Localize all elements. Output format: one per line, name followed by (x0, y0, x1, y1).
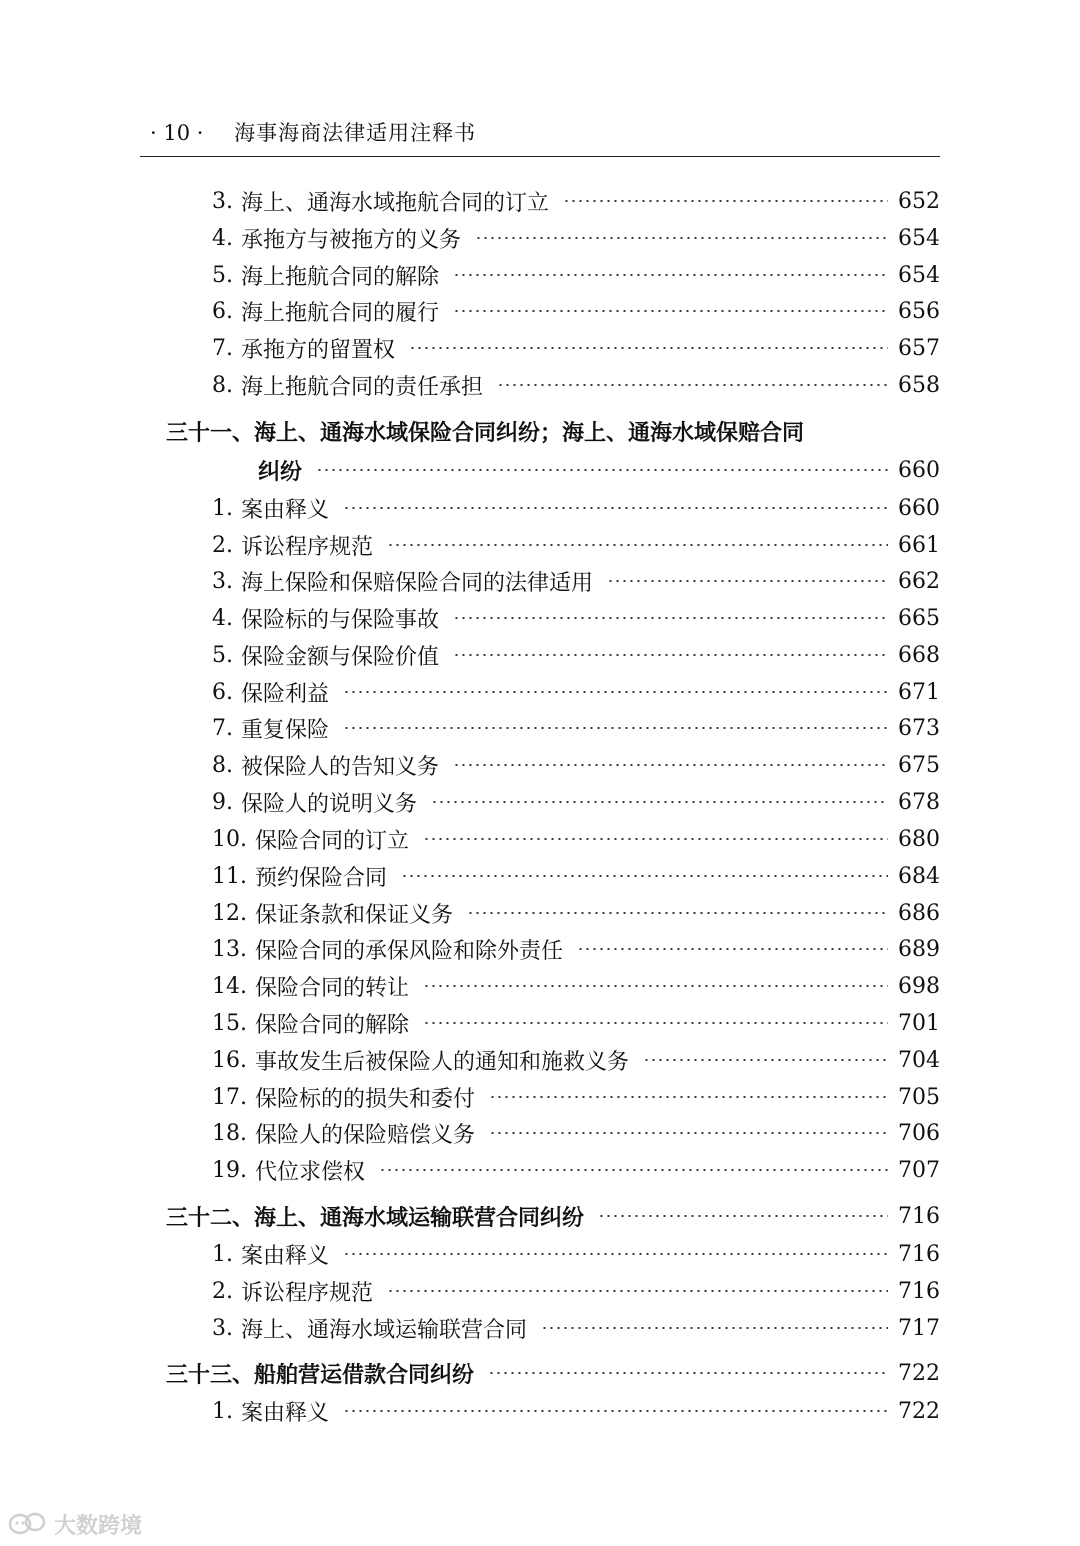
item-title: 承拖方与被拖方的义务 (241, 227, 462, 253)
item-number: 12. (212, 900, 247, 926)
item-title: 承拖方的留置权 (241, 337, 396, 363)
toc-item[interactable] (212, 600, 940, 636)
item-number: 7. (212, 335, 233, 361)
toc-item[interactable] (212, 1273, 940, 1309)
item-title: 保险合同的承保风险和除外责任 (255, 938, 564, 964)
item-title: 保险人的说明义务 (241, 791, 418, 817)
toc-item[interactable] (212, 1042, 940, 1078)
section-title-line1: 三十一、海上、通海水域保险合同纠纷；海上、通海水域保赔合同 (166, 420, 805, 446)
dot-leader (453, 654, 888, 656)
dot-leader (409, 347, 888, 349)
item-number: 10. (212, 826, 247, 852)
dot-leader (453, 764, 888, 766)
toc-item[interactable] (212, 1236, 940, 1272)
dot-leader (343, 727, 888, 729)
item-title: 被保险人的告知义务 (241, 754, 440, 780)
item-title: 保险合同的解除 (255, 1012, 410, 1038)
item-page: 671 (898, 679, 940, 705)
wechat-logo-icon (8, 1511, 50, 1537)
item-number: 5. (212, 642, 233, 668)
page-number: · 10 · (150, 121, 204, 145)
item-page: 704 (898, 1047, 940, 1073)
item-title: 保险合同的订立 (255, 828, 410, 854)
toc-item[interactable] (212, 490, 940, 526)
toc-item[interactable] (212, 1079, 940, 1115)
item-page: 660 (898, 495, 940, 521)
toc-item[interactable] (212, 895, 940, 931)
item-page: 698 (898, 973, 940, 999)
item-title: 重复保险 (241, 717, 330, 743)
dot-leader (423, 985, 888, 987)
header-rule (140, 156, 940, 157)
dot-leader (343, 1253, 888, 1255)
dot-leader (316, 469, 888, 471)
item-page: 716 (898, 1278, 940, 1304)
item-page: 654 (898, 225, 940, 251)
dot-leader (489, 1132, 888, 1134)
item-number: 16. (212, 1047, 247, 1073)
item-title: 海上拖航合同的责任承担 (241, 374, 484, 400)
toc-item[interactable] (212, 183, 940, 219)
item-number: 4. (212, 225, 233, 251)
item-page: 673 (898, 715, 940, 741)
item-number: 6. (212, 298, 233, 324)
item-page: 654 (898, 262, 940, 288)
item-title: 海上、通海水域运输联营合同 (241, 1317, 528, 1343)
item-title: 诉讼程序规范 (241, 1280, 374, 1306)
running-header (150, 115, 940, 151)
toc-item[interactable] (212, 1393, 940, 1429)
toc-item[interactable] (212, 257, 940, 293)
item-page: 701 (898, 1010, 940, 1036)
dot-leader (577, 948, 888, 950)
item-number: 19. (212, 1157, 247, 1183)
item-page: 722 (898, 1398, 940, 1424)
item-number: 1. (212, 1241, 233, 1267)
dot-leader (497, 384, 888, 386)
toc-item[interactable] (212, 821, 940, 857)
item-page: 657 (898, 335, 940, 361)
item-number: 13. (212, 936, 247, 962)
toc-item[interactable] (212, 1115, 940, 1151)
item-title: 预约保险合同 (255, 865, 388, 891)
dot-leader (453, 310, 888, 312)
item-page: 686 (898, 900, 940, 926)
dot-leader (598, 1215, 888, 1217)
item-title: 保险人的保险赔偿义务 (255, 1122, 476, 1148)
section-heading-31[interactable] (166, 413, 940, 449)
item-page: 675 (898, 752, 940, 778)
dot-leader (343, 691, 888, 693)
watermark-text: 大数跨境 (54, 1513, 143, 1539)
dot-leader (379, 1169, 888, 1171)
item-page: 684 (898, 863, 940, 889)
section-heading-32[interactable] (166, 1198, 940, 1234)
toc-item[interactable] (212, 674, 940, 710)
item-number: 8. (212, 372, 233, 398)
toc-item[interactable] (212, 563, 940, 599)
dot-leader (387, 1290, 888, 1292)
section-page: 722 (898, 1360, 940, 1386)
dot-leader (423, 1022, 888, 1024)
toc-item[interactable] (212, 367, 940, 403)
toc-item[interactable] (212, 747, 940, 783)
item-number: 3. (212, 1315, 233, 1341)
toc-item[interactable] (212, 968, 940, 1004)
dot-leader (431, 801, 888, 803)
item-title: 海上拖航合同的履行 (241, 300, 440, 326)
watermark (8, 1506, 142, 1542)
item-page: 661 (898, 532, 940, 558)
item-title: 海上保险和保赔保险合同的法律适用 (241, 570, 594, 596)
item-page: 652 (898, 188, 940, 214)
item-title: 案由释义 (241, 1243, 330, 1269)
dot-leader (453, 274, 888, 276)
item-title: 案由释义 (241, 497, 330, 523)
item-page: 665 (898, 605, 940, 631)
item-number: 2. (212, 532, 233, 558)
dot-leader (475, 237, 888, 239)
section-heading-33[interactable] (166, 1355, 940, 1391)
toc-item[interactable] (212, 330, 940, 366)
dot-leader (423, 838, 888, 840)
dot-leader (489, 1096, 888, 1098)
item-page: 680 (898, 826, 940, 852)
item-number: 3. (212, 188, 233, 214)
item-title: 诉讼程序规范 (241, 534, 374, 560)
item-page: 658 (898, 372, 940, 398)
item-page: 707 (898, 1157, 940, 1183)
item-number: 5. (212, 262, 233, 288)
item-page: 668 (898, 642, 940, 668)
item-page: 689 (898, 936, 940, 962)
item-number: 7. (212, 715, 233, 741)
toc-item[interactable] (212, 1152, 940, 1188)
section-page: 660 (898, 457, 940, 483)
item-title: 保险标的的损失和委付 (255, 1086, 476, 1112)
item-number: 1. (212, 495, 233, 521)
item-page: 656 (898, 298, 940, 324)
item-number: 17. (212, 1084, 247, 1110)
item-title: 保险利益 (241, 681, 330, 707)
dot-leader (453, 617, 888, 619)
item-title: 保险标的与保险事故 (241, 607, 440, 633)
dot-leader (467, 912, 888, 914)
item-number: 15. (212, 1010, 247, 1036)
item-title: 保证条款和保证义务 (255, 902, 454, 928)
section-page: 716 (898, 1203, 940, 1229)
section-heading-31-cont[interactable] (258, 452, 940, 488)
dot-leader (387, 544, 888, 546)
item-number: 6. (212, 679, 233, 705)
toc-item[interactable] (212, 1005, 940, 1041)
item-number: 3. (212, 568, 233, 594)
dot-leader (541, 1327, 888, 1329)
dot-leader (343, 507, 888, 509)
toc-item[interactable] (212, 931, 940, 967)
item-page: 706 (898, 1120, 940, 1146)
item-title: 海上拖航合同的解除 (241, 264, 440, 290)
item-title: 事故发生后被保险人的通知和施救义务 (255, 1049, 630, 1075)
section-title: 三十二、海上、通海水域运输联营合同纠纷 (166, 1205, 585, 1231)
item-number: 18. (212, 1120, 247, 1146)
dot-leader (343, 1410, 888, 1412)
item-title: 代位求偿权 (255, 1159, 366, 1185)
toc-item[interactable] (212, 637, 940, 673)
section-title-line2: 纠纷 (258, 459, 303, 485)
item-number: 9. (212, 789, 233, 815)
toc-item[interactable] (212, 784, 940, 820)
toc-item[interactable] (212, 220, 940, 256)
item-page: 662 (898, 568, 940, 594)
item-number: 4. (212, 605, 233, 631)
toc-item[interactable] (212, 527, 940, 563)
dot-leader (401, 875, 888, 877)
toc-item[interactable] (212, 710, 940, 746)
section-title: 三十三、船舶营运借款合同纠纷 (166, 1362, 475, 1388)
item-title: 保险合同的转让 (255, 975, 410, 1001)
toc-item[interactable] (212, 1310, 940, 1346)
item-number: 2. (212, 1278, 233, 1304)
item-title: 海上、通海水域拖航合同的订立 (241, 190, 550, 216)
toc-item[interactable] (212, 858, 940, 894)
item-title: 保险金额与保险价值 (241, 644, 440, 670)
dot-leader (563, 200, 888, 202)
toc-item[interactable] (212, 293, 940, 329)
item-page: 716 (898, 1241, 940, 1267)
item-page: 717 (898, 1315, 940, 1341)
dot-leader (607, 580, 888, 582)
item-page: 678 (898, 789, 940, 815)
item-number: 14. (212, 973, 247, 999)
item-number: 1. (212, 1398, 233, 1424)
item-title: 案由释义 (241, 1400, 330, 1426)
item-number: 11. (212, 863, 247, 889)
item-page: 705 (898, 1084, 940, 1110)
dot-leader (488, 1372, 888, 1374)
book-title: 海事海商法律适用注释书 (234, 121, 477, 145)
item-number: 8. (212, 752, 233, 778)
dot-leader (643, 1059, 888, 1061)
